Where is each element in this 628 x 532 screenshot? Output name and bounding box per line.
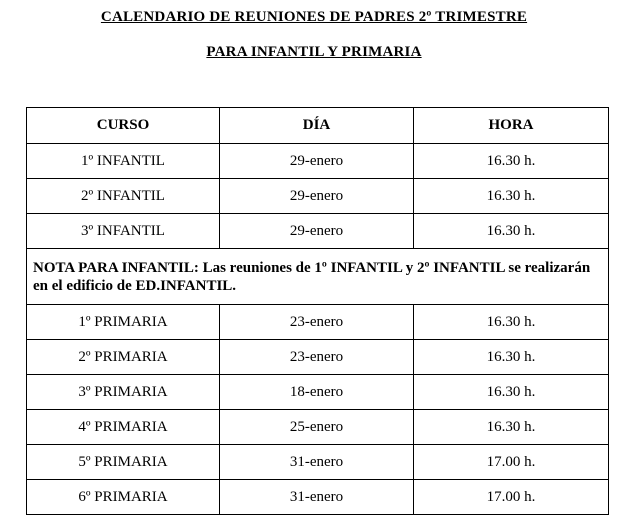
header-row [27,108,609,144]
cell-dia: 29-enero [220,179,414,214]
cell-dia: 25-enero [220,410,414,445]
infantil-note: NOTA PARA INFANTIL: Las reuniones de 1º INFANTIL y 2º INFANTIL se realizarán en el edificio de ED.INFANTIL. [27,249,609,305]
table-row [27,410,609,445]
cell-curso: 5º PRIMARIA [27,445,220,480]
cell-hora: 16.30 h. [414,144,609,179]
document-subtitle: PARA INFANTIL Y PRIMARIA [206,44,422,60]
table-row [27,340,609,375]
cell-hora: 16.30 h. [414,214,609,249]
cell-hora: 16.30 h. [414,305,609,340]
cell-dia: 23-enero [220,340,414,375]
cell-curso: 2º PRIMARIA [27,340,220,375]
cell-dia: 29-enero [220,144,414,179]
table-row [27,480,609,515]
table-row [27,375,609,410]
cell-hora: 16.30 h. [414,179,609,214]
cell-dia: 18-enero [220,375,414,410]
table-row [27,445,609,480]
cell-curso: 3º PRIMARIA [27,375,220,410]
table-row [27,179,609,214]
cell-hora: 17.00 h. [414,445,609,480]
cell-hora: 16.30 h. [414,340,609,375]
cell-dia: 23-enero [220,305,414,340]
cell-dia: 29-enero [220,214,414,249]
header-curso: CURSO [27,108,220,144]
cell-dia: 31-enero [220,480,414,515]
header-dia: DÍA [220,108,414,144]
schedule-table [26,107,609,515]
cell-dia: 31-enero [220,445,414,480]
cell-curso: 4º PRIMARIA [27,410,220,445]
cell-curso: 1º PRIMARIA [27,305,220,340]
cell-hora: 17.00 h. [414,480,609,515]
cell-hora: 16.30 h. [414,410,609,445]
table-row [27,305,609,340]
note-row [27,249,609,305]
document-title: CALENDARIO DE REUNIONES DE PADRES 2º TRIMESTRE [100,9,528,25]
table-row [27,144,609,179]
cell-curso: 2º INFANTIL [27,179,220,214]
cell-curso: 1º INFANTIL [27,144,220,179]
table-row [27,214,609,249]
cell-hora: 16.30 h. [414,375,609,410]
cell-curso: 3º INFANTIL [27,214,220,249]
cell-curso: 6º PRIMARIA [27,480,220,515]
header-hora: HORA [414,108,609,144]
